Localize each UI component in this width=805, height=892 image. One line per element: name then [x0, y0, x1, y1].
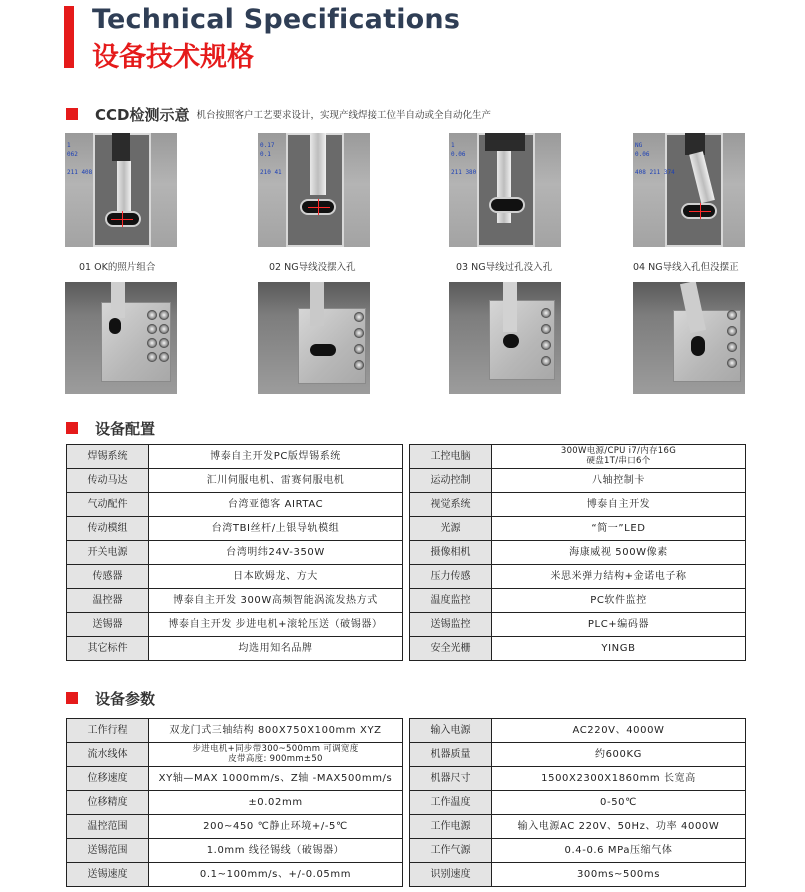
params-section-heading	[66, 688, 155, 708]
table-row	[67, 493, 403, 517]
table-cell-label: 传感器	[67, 565, 149, 589]
table-row	[410, 613, 746, 637]
ccd-caption-3: 03 NG导线过孔没入孔	[456, 262, 553, 273]
ccd-section-title: CCD检测示意	[95, 105, 190, 124]
table-cell-value: 博泰自主开发	[492, 493, 746, 517]
section-marker	[66, 108, 78, 120]
table-cell-label: 视觉系统	[410, 493, 492, 517]
table-cell-value	[492, 445, 746, 469]
table-cell-label: 气动配件	[67, 493, 149, 517]
table-cell-value: XY轴—MAX 1000mm/s、Z轴 -MAX500mm/s	[149, 767, 403, 791]
table-row	[410, 863, 746, 887]
table-row	[410, 791, 746, 815]
ccd-photo-4-readout: NG 0.06 408 211 374	[635, 142, 675, 176]
table-row	[410, 565, 746, 589]
table-cell-label: 温控范围	[67, 815, 149, 839]
table-cell-label: 识别速度	[410, 863, 492, 887]
table-cell-label: 温控器	[67, 589, 149, 613]
table-row	[67, 613, 403, 637]
table-row	[67, 839, 403, 863]
table-cell-line: 步进电机+同步带300~500mm 可调宽度	[192, 744, 359, 754]
table-cell-label: 其它标件	[67, 637, 149, 661]
table-row	[67, 445, 403, 469]
table-cell-value: 200~450 ℃静止环境+/-5℃	[149, 815, 403, 839]
table-cell-value: 博泰自主开发 步进电机+滚轮压送（破锡器）	[149, 613, 403, 637]
section-marker	[66, 422, 78, 434]
table-row	[410, 767, 746, 791]
table-cell-label: 开关电源	[67, 541, 149, 565]
ccd-photo-2	[258, 133, 370, 247]
ccd-photo-1-readout: 1 062 211 408	[67, 142, 93, 176]
table-cell-value: 台湾亚德客 AIRTAC	[149, 493, 403, 517]
table-cell-value: 台湾明纬24V-350W	[149, 541, 403, 565]
table-cell-label: 输入电源	[410, 719, 492, 743]
config-section-heading	[66, 418, 155, 438]
ccd-caption-4: 04 NG导线入孔但没摆正	[633, 262, 739, 273]
table-cell-value: AC220V、4000W	[492, 719, 746, 743]
page-title-cn: 设备技术规格	[92, 42, 254, 73]
table-cell-label: 温度监控	[410, 589, 492, 613]
ccd-detail-photo-4	[633, 282, 745, 394]
table-row	[410, 719, 746, 743]
table-row	[410, 637, 746, 661]
table-cell-value: 汇川伺服电机、雷赛伺服电机	[149, 469, 403, 493]
table-row	[67, 541, 403, 565]
table-row	[67, 863, 403, 887]
table-cell-value: YINGB	[492, 637, 746, 661]
table-row	[410, 541, 746, 565]
table-cell-label: 位移速度	[67, 767, 149, 791]
table-cell-line: 硬盘1T/串口6个	[586, 455, 651, 466]
table-cell-value: 约600KG	[492, 743, 746, 767]
ccd-photo-4	[633, 133, 745, 247]
page-title-en: Technical Specifications	[92, 4, 461, 35]
ccd-photo-3	[449, 133, 561, 247]
table-cell-label: 机器质量	[410, 743, 492, 767]
table-row	[67, 517, 403, 541]
table-row	[410, 469, 746, 493]
ccd-caption-1: 01 OK的照片组合	[79, 262, 156, 273]
table-row	[67, 719, 403, 743]
table-cell-value: 台湾TBI丝杆/上银导轨模组	[149, 517, 403, 541]
table-cell-label: 送锡范围	[67, 839, 149, 863]
ccd-caption-2: 02 NG导线没摆入孔	[269, 262, 356, 273]
table-cell-label: 压力传感	[410, 565, 492, 589]
ccd-photo-1	[65, 133, 177, 247]
table-cell-value: 均选用知名品牌	[149, 637, 403, 661]
table-cell-value: 日本欧姆龙、方大	[149, 565, 403, 589]
table-cell-value: 双龙门式三轴结构 800X750X100mm XYZ	[149, 719, 403, 743]
table-row	[67, 815, 403, 839]
table-cell-value: 八轴控制卡	[492, 469, 746, 493]
table-cell-label: 送锡监控	[410, 613, 492, 637]
table-cell-value: “简一”LED	[492, 517, 746, 541]
table-cell-label: 工控电脑	[410, 445, 492, 469]
table-row	[410, 589, 746, 613]
table-row	[67, 469, 403, 493]
table-cell-label: 工作气源	[410, 839, 492, 863]
ccd-detail-photo-1	[65, 282, 177, 394]
table-cell-value: PLC+编码器	[492, 613, 746, 637]
params-table-left	[66, 718, 403, 887]
table-row	[67, 743, 403, 767]
table-cell-value: 1500X2300X1860mm 长宽高	[492, 767, 746, 791]
ccd-photo-3-readout: 1 0.06 211 380	[451, 142, 477, 176]
config-table-left	[66, 444, 403, 661]
table-cell-value: 1.0mm 线径锡线（破锡器）	[149, 839, 403, 863]
params-table-right	[409, 718, 746, 887]
table-cell-value: 0.4-0.6 MPa压缩气体	[492, 839, 746, 863]
table-cell-label: 流水线体	[67, 743, 149, 767]
table-cell-value: 米思米弹力结构+金诺电子称	[492, 565, 746, 589]
table-cell-line: 皮带高度: 900mm±50	[228, 753, 323, 764]
table-cell-value: PC软件监控	[492, 589, 746, 613]
table-cell-value	[149, 743, 403, 767]
table-row	[67, 637, 403, 661]
section-marker	[66, 692, 78, 704]
table-row	[67, 589, 403, 613]
table-cell-label: 机器尺寸	[410, 767, 492, 791]
table-row	[410, 815, 746, 839]
table-cell-value: 300ms~500ms	[492, 863, 746, 887]
table-row	[67, 791, 403, 815]
ccd-section-description: 机台按照客户工艺要求设计，实现产线焊接工位半自动或全自动化生产	[196, 110, 491, 121]
ccd-detail-photo-2	[258, 282, 370, 394]
table-cell-label: 工作温度	[410, 791, 492, 815]
table-cell-label: 送锡速度	[67, 863, 149, 887]
table-cell-value: 0.1~100mm/s、+/-0.05mm	[149, 863, 403, 887]
table-cell-label: 传动马达	[67, 469, 149, 493]
table-cell-label: 安全光栅	[410, 637, 492, 661]
table-row	[67, 565, 403, 589]
table-row	[410, 493, 746, 517]
table-cell-value: 输入电源AC 220V、50Hz、功率 4000W	[492, 815, 746, 839]
config-section-title: 设备配置	[95, 419, 156, 438]
table-cell-label: 工作行程	[67, 719, 149, 743]
table-cell-value: 海康威视 500W像素	[492, 541, 746, 565]
ccd-detail-photo-3	[449, 282, 561, 394]
table-cell-value: ±0.02mm	[149, 791, 403, 815]
table-cell-label: 送锡器	[67, 613, 149, 637]
table-cell-label: 光源	[410, 517, 492, 541]
ccd-photo-2-readout: 0.17 0.1 210 41	[260, 142, 282, 176]
table-cell-value: 博泰自主开发 300W高频智能涡流发热方式	[149, 589, 403, 613]
table-row	[410, 839, 746, 863]
header-accent-bar	[64, 6, 74, 68]
table-row	[410, 743, 746, 767]
table-cell-label: 运动控制	[410, 469, 492, 493]
table-cell-value: 博泰自主开发PC版焊锡系统	[149, 445, 403, 469]
table-cell-label: 位移精度	[67, 791, 149, 815]
table-cell-label: 摄像相机	[410, 541, 492, 565]
table-cell-label: 传动模组	[67, 517, 149, 541]
config-table-right	[409, 444, 746, 661]
table-cell-label: 工作电源	[410, 815, 492, 839]
table-cell-value: 0-50℃	[492, 791, 746, 815]
table-cell-line: 300W电源/CPU i7/内存16G	[560, 446, 677, 456]
params-section-title: 设备参数	[95, 689, 156, 708]
table-row	[410, 517, 746, 541]
table-row	[67, 767, 403, 791]
ccd-section-heading	[66, 104, 491, 124]
table-cell-label: 焊锡系统	[67, 445, 149, 469]
table-row	[410, 445, 746, 469]
